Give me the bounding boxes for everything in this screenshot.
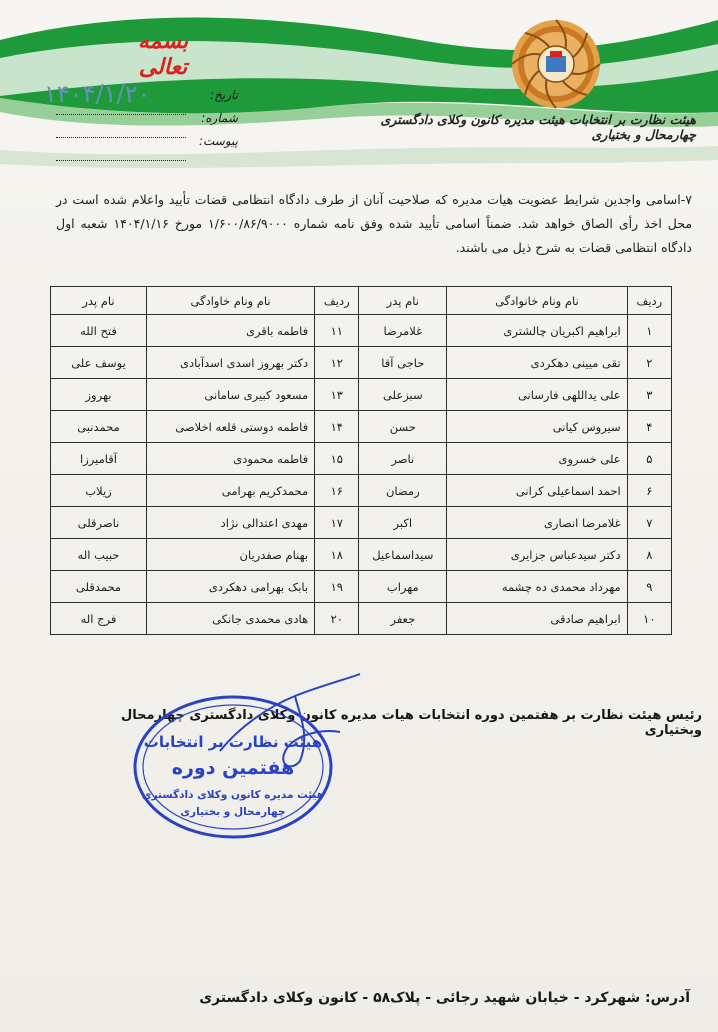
- cell-row-number-2: ۲۰: [315, 603, 359, 635]
- cell-father-name: غلامرضا: [359, 315, 447, 347]
- bar-association-logo-icon: [510, 18, 602, 110]
- cell-row-number-2: ۱۳: [315, 379, 359, 411]
- table-row: [51, 507, 672, 539]
- table-row: [51, 347, 672, 379]
- cell-row-number-2: ۱۱: [315, 315, 359, 347]
- table-row: [51, 475, 672, 507]
- cell-full-name: علی خسروی: [447, 443, 628, 475]
- basmala-heading: بسمه تعالی: [137, 28, 189, 80]
- handwritten-signature-icon: [200, 666, 370, 776]
- cell-full-name-2: مهدی اعتدالی نژاد: [146, 507, 314, 539]
- cell-row-number-2: ۱۲: [315, 347, 359, 379]
- chair-title: رئیس هیئت نظارت بر هفتمین دوره انتخابات هیات مدیره کانون وکلای دادگستری چهارمحال وبختیاری: [121, 708, 702, 738]
- cell-full-name-2: بابک بهرامی دهکردی: [146, 571, 314, 603]
- cell-father-name-2: فرج اله: [51, 603, 147, 635]
- cell-full-name-2: فاطمه باقری: [146, 315, 314, 347]
- cell-father-name-2: حبیب اله: [51, 539, 147, 571]
- cell-father-name-2: بهروز: [51, 379, 147, 411]
- cell-row-number: ۱: [627, 315, 671, 347]
- cell-full-name: تقی میینی دهکردی: [447, 347, 628, 379]
- cell-father-name: سبزعلی: [359, 379, 447, 411]
- header-row-number-2: ردیف: [315, 287, 359, 315]
- header-fill-lines: [56, 92, 186, 161]
- cell-row-number: ۸: [627, 539, 671, 571]
- cell-father-name: رمضان: [359, 475, 447, 507]
- table-row: [51, 539, 672, 571]
- table-header-row: [51, 287, 672, 315]
- header-fields: [178, 84, 238, 153]
- cell-row-number-2: ۱۴: [315, 411, 359, 443]
- cell-father-name: سیداسماعیل: [359, 539, 447, 571]
- header-row-number: ردیف: [627, 287, 671, 315]
- cell-row-number-2: ۱۹: [315, 571, 359, 603]
- table-row: [51, 443, 672, 475]
- cell-father-name: جعفر: [359, 603, 447, 635]
- attachment-label: پیوست:: [198, 134, 238, 148]
- cell-full-name-2: دکتر بهروز اسدی اسدآبادی: [146, 347, 314, 379]
- table-row: [51, 411, 672, 443]
- stamp-line-1: هیئت نظارت بر انتخابات: [143, 733, 323, 751]
- header-full-name: نام ونام خانوادگی: [447, 287, 628, 315]
- cell-full-name-2: فاطمه محمودی: [146, 443, 314, 475]
- cell-father-name: اکبر: [359, 507, 447, 539]
- cell-full-name: دکتر سیدعباس جزایری: [447, 539, 628, 571]
- date-line: [56, 92, 186, 115]
- cell-row-number-2: ۱۵: [315, 443, 359, 475]
- cell-full-name: ابراهیم صادقی: [447, 603, 628, 635]
- stamp-line-3: هیئت مدیره کانون وکلای دادگستری: [141, 789, 325, 801]
- cell-row-number-2: ۱۶: [315, 475, 359, 507]
- stamp-line-4: چهارمحال و بختیاری: [180, 806, 286, 818]
- number-line: [56, 115, 186, 138]
- cell-row-number: ۷: [627, 507, 671, 539]
- table-row: [51, 315, 672, 347]
- cell-row-number: ۲: [627, 347, 671, 379]
- cell-full-name: احمد اسماعیلی کرانی: [447, 475, 628, 507]
- cell-full-name: مهرداد محمدی ده چشمه: [447, 571, 628, 603]
- cell-row-number: ۱۰: [627, 603, 671, 635]
- cell-full-name: علی یداللهی فارسانی: [447, 379, 628, 411]
- cell-row-number-2: ۱۸: [315, 539, 359, 571]
- cell-father-name-2: محمدنبی: [51, 411, 147, 443]
- cell-row-number: ۴: [627, 411, 671, 443]
- number-label: شماره:: [201, 111, 238, 125]
- cell-row-number: ۵: [627, 443, 671, 475]
- stamp-line-2: هفتمین دوره: [171, 757, 295, 779]
- cell-row-number: ۶: [627, 475, 671, 507]
- attachment-line: [56, 138, 186, 161]
- candidates-table: [50, 286, 672, 635]
- cell-row-number: ۹: [627, 571, 671, 603]
- table-row: [51, 379, 672, 411]
- cell-father-name-2: محمدقلی: [51, 571, 147, 603]
- cell-father-name-2: زیلاب: [51, 475, 147, 507]
- cell-father-name-2: ناصرقلی: [51, 507, 147, 539]
- cell-father-name-2: فتح الله: [51, 315, 147, 347]
- cell-father-name: مهراب: [359, 571, 447, 603]
- cell-father-name: ناصر: [359, 443, 447, 475]
- cell-full-name-2: فاطمه دوستی قلعه اخلاصی: [146, 411, 314, 443]
- table-row: [51, 603, 672, 635]
- cell-father-name-2: یوسف علی: [51, 347, 147, 379]
- cell-full-name-2: محمدکریم بهرامی: [146, 475, 314, 507]
- cell-full-name: غلامرضا انصاری: [447, 507, 628, 539]
- organization-title: هیئت نظارت بر انتخابات هیئت مدیره کانون وکلای دادگستری چهارمحال و بختیاری: [380, 112, 696, 142]
- intro-paragraph: ۷-اسامی واجدین شرایط عضویت هیات مدیره که صلاحیت آنان از طرف دادگاه انتظامی قضات تأیید واعلام شده است در محل اخذ رأی الصاق خواهد شد. ضمناً اسامی تأیید شده وفق نامه شماره ۱/۶۰۰/۸۶/۹۰۰۰ مورخ ۱۴۰۴/۱/۱۶ شعبه اول دادگاه انتظامی قضات به شرح ذیل می باشند.: [56, 192, 693, 255]
- cell-full-name-2: مسعود کبیری سامانی: [146, 379, 314, 411]
- table-body: [51, 315, 672, 635]
- cell-full-name: سیروس کیانی: [447, 411, 628, 443]
- cell-father-name: حسن: [359, 411, 447, 443]
- cell-row-number: ۳: [627, 379, 671, 411]
- cell-full-name: ابراهیم اکبریان چالشتری: [447, 315, 628, 347]
- table-row: [51, 571, 672, 603]
- cell-full-name-2: هادی محمدی جانکی: [146, 603, 314, 635]
- header-father-name: نام پدر: [359, 287, 447, 315]
- handwritten-date: ۱۴۰۴/۱/۲۰: [44, 80, 151, 108]
- date-label: تاریخ:: [210, 88, 238, 102]
- cell-full-name-2: بهنام صفدریان: [146, 539, 314, 571]
- cell-father-name: حاجی آقا: [359, 347, 447, 379]
- cell-father-name-2: آقامیرزا: [51, 443, 147, 475]
- footer-address: آدرس: شهرکرد - خیابان شهید رجائی - پلاک۵۸ - کانون وکلای دادگستری: [199, 990, 690, 1006]
- header-father-name-2: نام پدر: [51, 287, 147, 315]
- header-full-name-2: نام ونام خاوادگی: [146, 287, 314, 315]
- cell-row-number-2: ۱۷: [315, 507, 359, 539]
